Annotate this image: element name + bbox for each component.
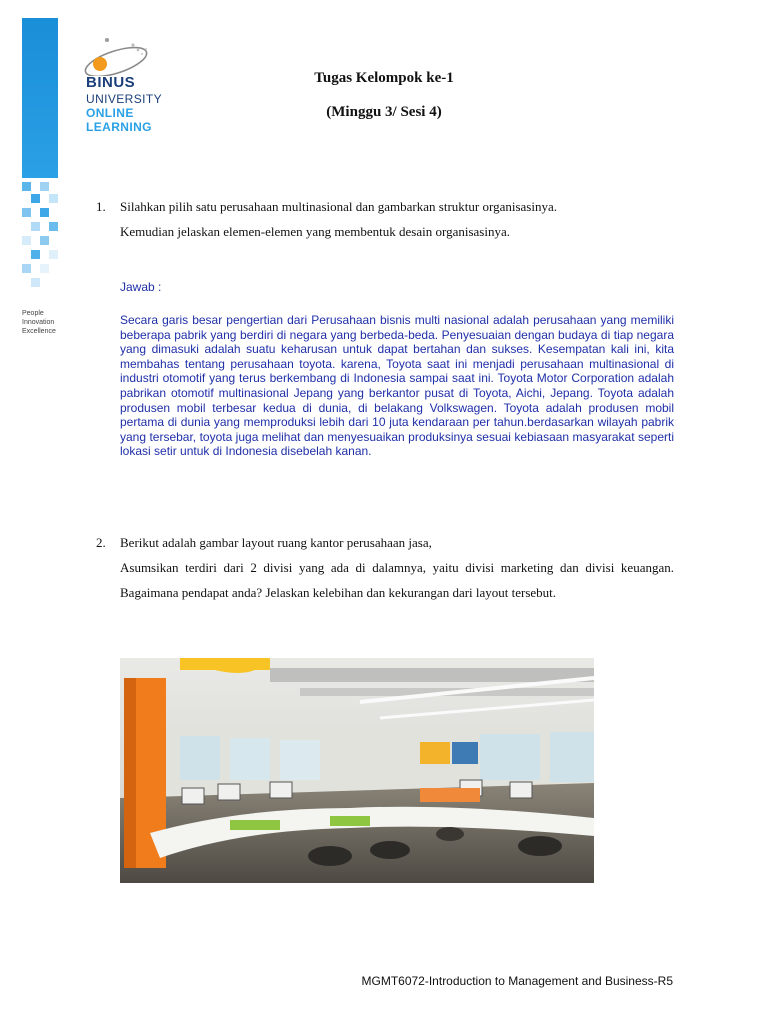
logo-online: ONLINE bbox=[86, 106, 134, 120]
office-layout-photo bbox=[120, 658, 594, 883]
answer-text: Secara garis besar pengertian dari Perusahaan bisnis multi nasional adalah perusahaan yang memiliki beberapa pabrik yang berdiri di negara yang berbeda-beda. Penyesuaian dengan budaya di tiap negara yang dimasuki adalah suatu keharusan untuk dapat bertahan dan sukses. Kesempatan kali ini, kita membahas tentang perusahaan toyota. karena, Toyota saat ini menjadi perusahaan multinasional di industri otomotif yang terus berkembang di Indonesia sampai saat ini. Toyota Motor Corporation adalah pabrikan otomotif multinasional Jepang yang berkantor pusat di Toyota, Aichi, Jepang. Toyota adalah produsen mobil terbesar kedua di dunia, di belakang Volkswagen. Toyota adalah produsen mobil pertama di dunia yang memproduksi lebih dari 10 juta kendaraan per tahun.berdasarkan wilayah pabrik yang tersebar, toyota juga melihat dan menyesuaikan produksinya sesuai kebiasaan masyarakat seperti lokasi setir untuk di Indonesia disebelah kanan. bbox=[120, 313, 674, 459]
logo-university: UNIVERSITY bbox=[86, 92, 163, 106]
question-number: 1. bbox=[96, 199, 106, 214]
question-2-line-2: Asumsikan terdiri dari 2 divisi yang ada di dalamnya, yaitu divisi marketing dan divisi keuangan. Bagaimana pendapat anda? Jelaskan kelebihan dan kekurangan dari layout tersebut. bbox=[120, 560, 674, 600]
question-number: 2. bbox=[96, 535, 106, 550]
answer-label: Jawab : bbox=[120, 280, 162, 294]
brand-blue-band bbox=[22, 18, 58, 178]
logo-binus: BINUS bbox=[86, 74, 136, 91]
brand-sidebar-strip bbox=[22, 18, 58, 292]
brand-tile-pattern bbox=[22, 178, 58, 292]
tagline bbox=[22, 309, 56, 336]
logo-learning: LEARNING bbox=[86, 120, 152, 134]
tagline-excellence: Excellence bbox=[22, 328, 56, 335]
footer-course-code: MGMT6072-Introduction to Management and Business-R5 bbox=[361, 974, 673, 988]
page-subtitle: (Minggu 3/ Sesi 4) bbox=[326, 104, 442, 120]
tagline-people: People bbox=[22, 310, 44, 317]
question-1-line-1: Silahkan pilih satu perusahaan multinasional dan gambarkan struktur organisasinya. bbox=[120, 199, 557, 214]
question-1-line-2: Kemudian jelaskan elemen-elemen yang membentuk desain organisasinya. bbox=[120, 224, 510, 239]
question-2-line-1: Berikut adalah gambar layout ruang kantor perusahaan jasa, bbox=[120, 535, 432, 550]
page-title: Tugas Kelompok ke-1 bbox=[314, 70, 454, 86]
question-2 bbox=[96, 530, 674, 605]
tagline-innovation: Innovation bbox=[22, 319, 55, 326]
question-1 bbox=[96, 194, 674, 244]
